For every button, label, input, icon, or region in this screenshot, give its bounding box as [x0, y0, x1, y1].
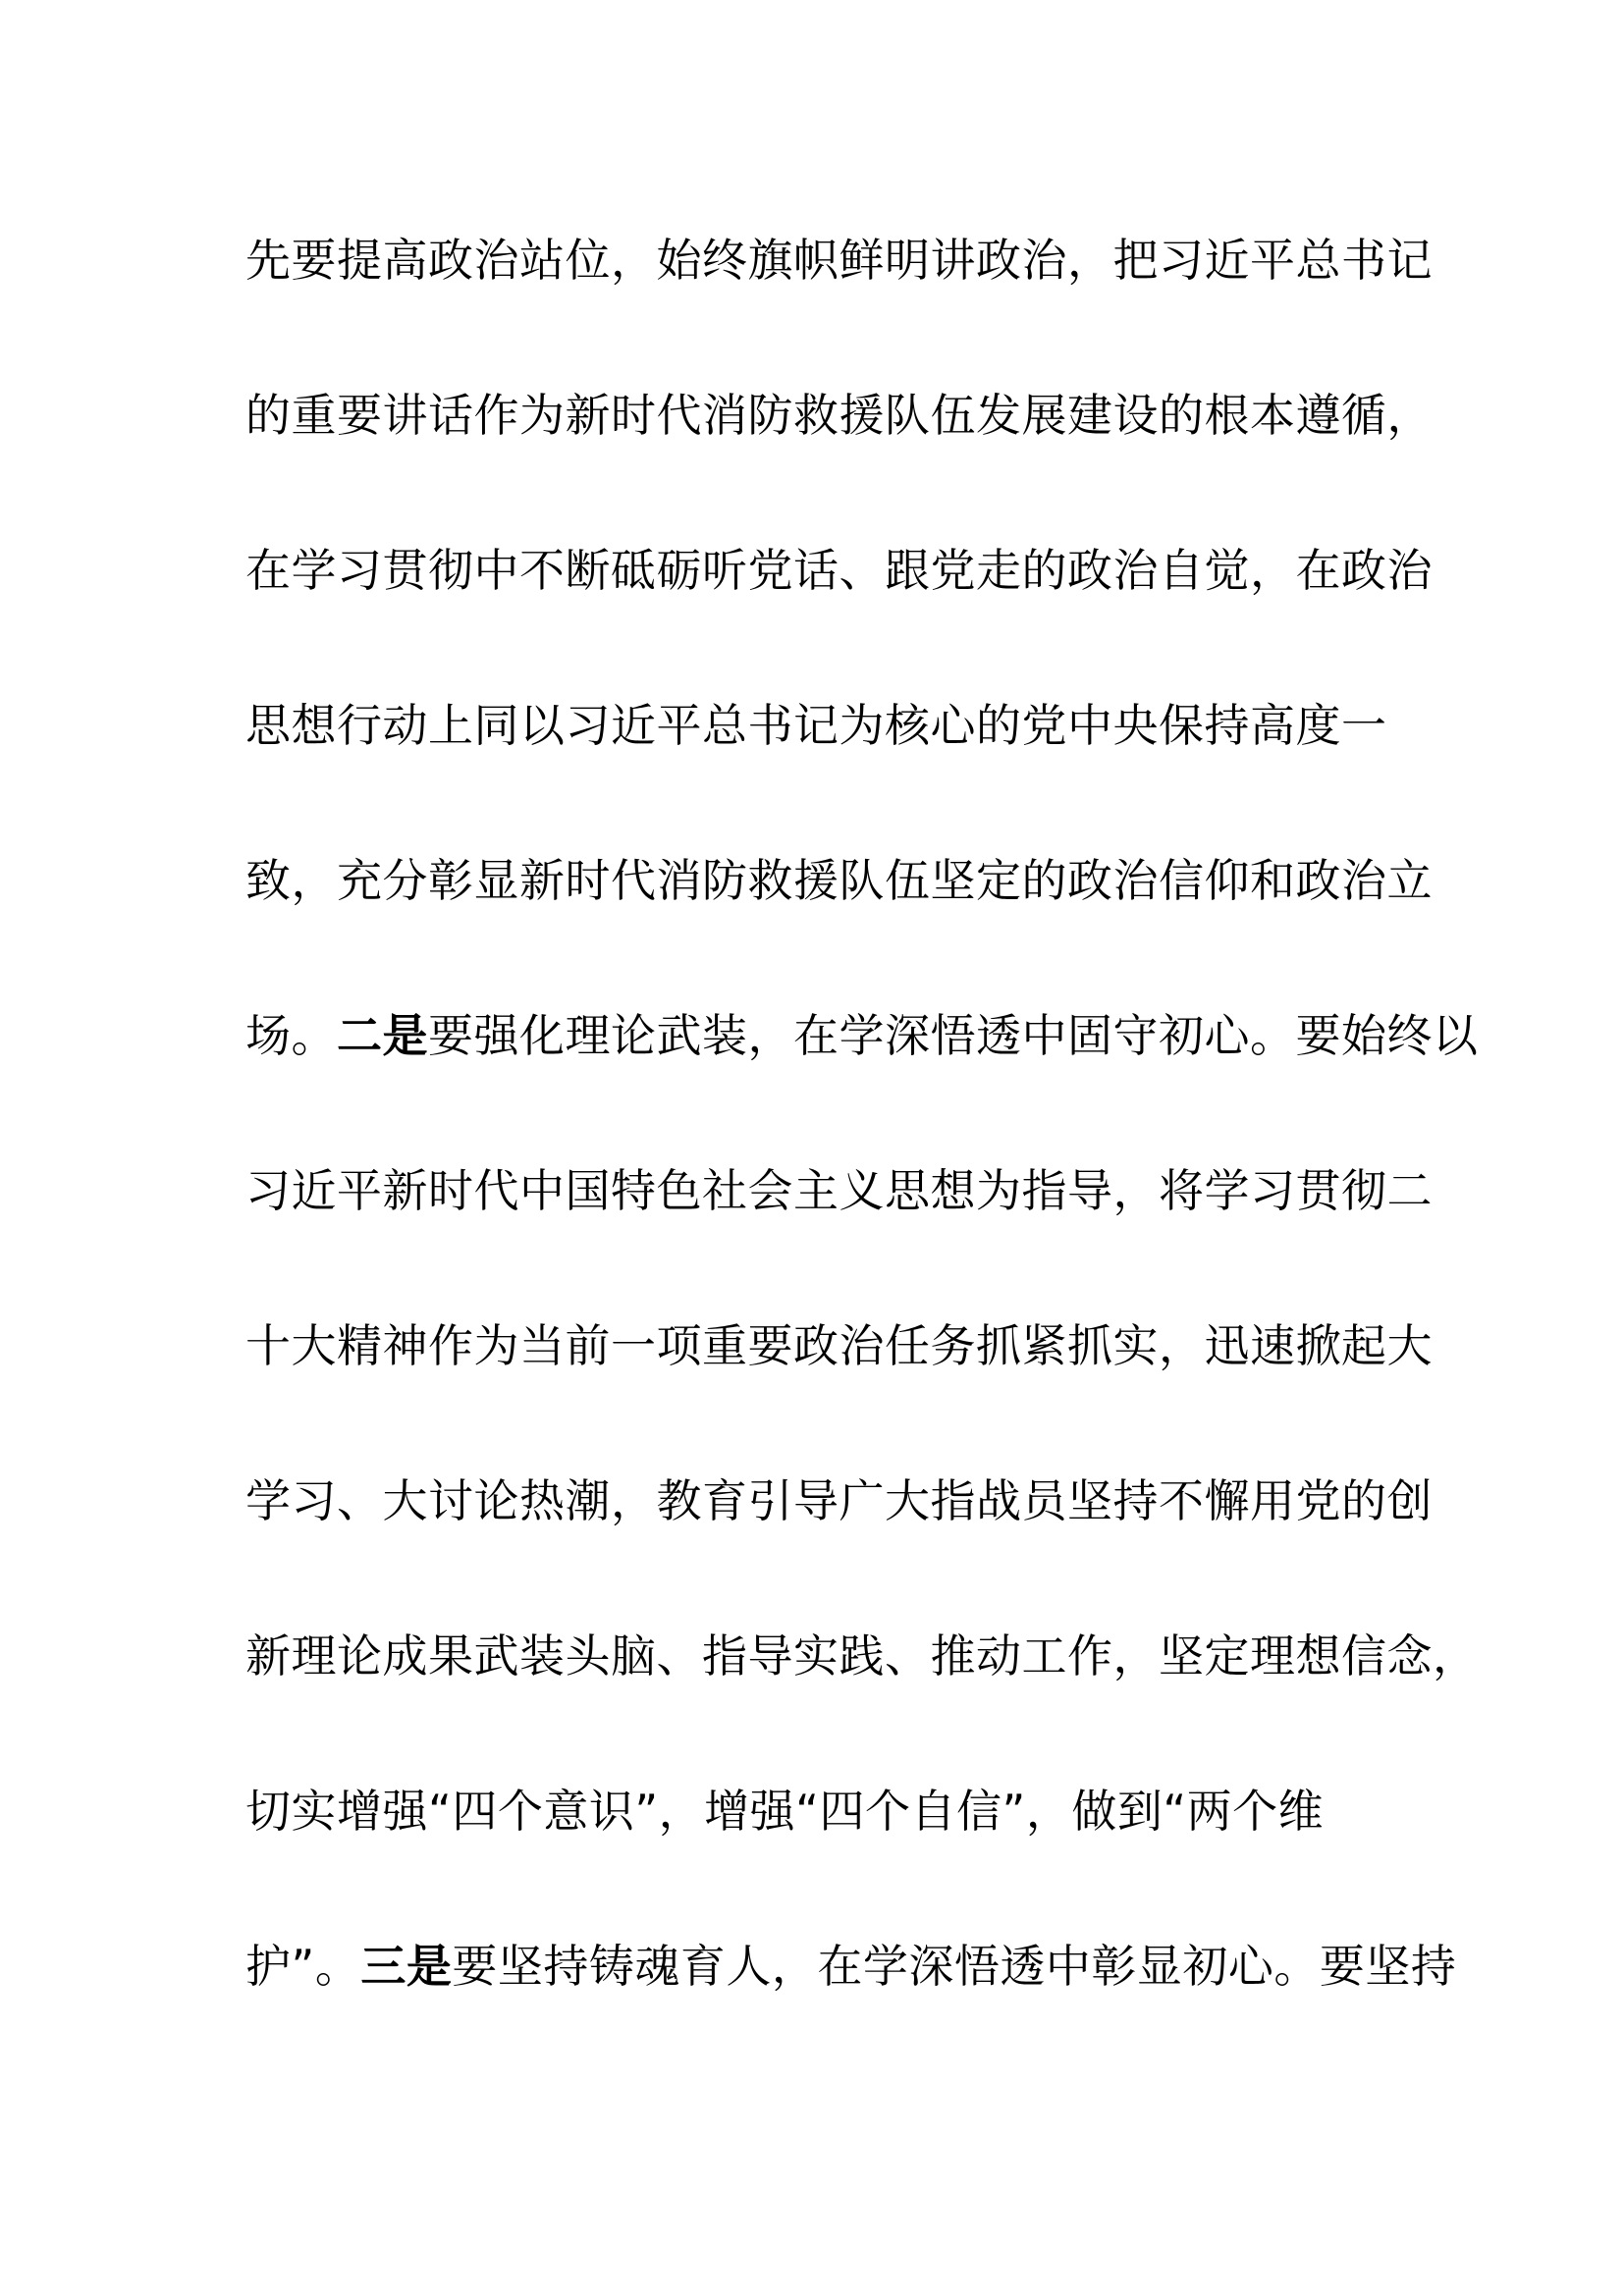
text-segment: 切实增强“四个意识”，增强“四个自信”，做到“两个维 — [245, 1785, 1325, 1838]
text-segment: 致，充分彰显新时代消防救援队伍坚定的政治信仰和政治立 — [245, 854, 1433, 907]
text-line — [245, 1306, 1433, 1461]
text-line — [245, 1771, 1394, 1926]
text-segment: 学习、大讨论热潮，教育引导广大指战员坚持不懈用党的创 — [245, 1474, 1433, 1527]
body-text — [245, 220, 1479, 2081]
text-segment: 要坚持铸魂育人，在学深悟透中彰显初心。要坚持 — [452, 1940, 1457, 1993]
text-segment: 习近平新时代中国特色社会主义思想为指导，将学习贯彻二 — [245, 1164, 1433, 1217]
text-line — [245, 1616, 1479, 1771]
text-line — [245, 1150, 1433, 1306]
text-line — [245, 375, 1433, 530]
text-line — [245, 530, 1433, 685]
text-line — [245, 685, 1394, 840]
bold-lead-text: 三是 — [360, 1940, 453, 1993]
text-segment: 的重要讲话作为新时代消防救援队伍发展建设的根本遵循， — [245, 389, 1433, 442]
text-line — [245, 1926, 1457, 2081]
text-segment: 思想行动上同以习近平总书记为核心的党中央保持高度一 — [245, 699, 1387, 752]
text-segment: 护”。 — [245, 1940, 361, 1993]
bold-lead-text: 二是 — [337, 1009, 428, 1062]
text-segment: 场。 — [245, 1009, 337, 1062]
text-line — [245, 1461, 1433, 1616]
text-line — [245, 840, 1433, 995]
text-segment: 新理论成果武装头脑、指导实践、推动工作，坚定理想信念， — [245, 1629, 1479, 1682]
text-segment: 要强化理论武装，在学深悟透中固守初心。要始终以 — [428, 1009, 1479, 1062]
text-segment: 在学习贯彻中不断砥砺听党话、跟党走的政治自觉，在政治 — [245, 544, 1433, 597]
text-segment: 十大精神作为当前一项重要政治任务抓紧抓实，迅速掀起大 — [245, 1319, 1433, 1372]
text-segment: 先要提高政治站位，始终旗帜鲜明讲政治，把习近平总书记 — [245, 234, 1433, 287]
text-line — [245, 220, 1433, 375]
text-line — [245, 995, 1479, 1150]
